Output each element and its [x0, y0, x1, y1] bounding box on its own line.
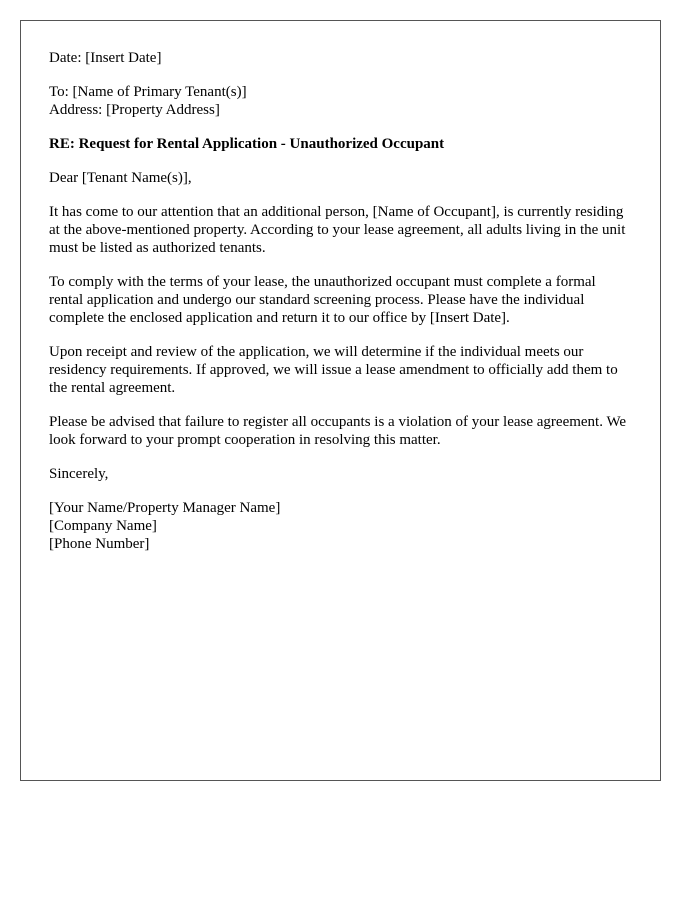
recipient-block: [49, 83, 632, 119]
body-paragraph-1: It has come to our attention that an additional person, [Name of Occupant], is currently residing at the above-mentioned property. According to your lease agreement, all adults living in the unit must be listed as authorized tenants.: [49, 204, 626, 256]
body-paragraph-2: To comply with the terms of your lease, the unauthorized occupant must complete a formal rental application and undergo our standard screening process. Please have the individual complete the enclosed application and return it to our office by [Insert Date].: [49, 274, 596, 326]
body-paragraph-4: Please be advised that failure to register all occupants is a violation of your lease agreement. We look forward to your prompt cooperation in resolving this matter.: [49, 414, 627, 448]
letter-page: [20, 20, 661, 781]
signature-name: [Your Name/Property Manager Name]: [49, 500, 281, 516]
subject-line: RE: Request for Rental Application - Unauthorized Occupant: [49, 136, 445, 152]
signature-company: [Company Name]: [49, 518, 157, 534]
date-line: Date: [Insert Date]: [49, 50, 162, 66]
recipient-name: To: [Name of Primary Tenant(s)]: [49, 84, 247, 100]
recipient-address: Address: [Property Address]: [49, 102, 220, 118]
body-paragraph-3: Upon receipt and review of the application, we will determine if the individual meets our residency requirements. If approved, we will issue a lease amendment to officially add them to the rental agreement.: [49, 344, 618, 396]
closing: Sincerely,: [49, 466, 109, 482]
signature-block: [49, 499, 632, 553]
salutation: Dear [Tenant Name(s)],: [49, 170, 192, 186]
signature-phone: [Phone Number]: [49, 536, 150, 552]
